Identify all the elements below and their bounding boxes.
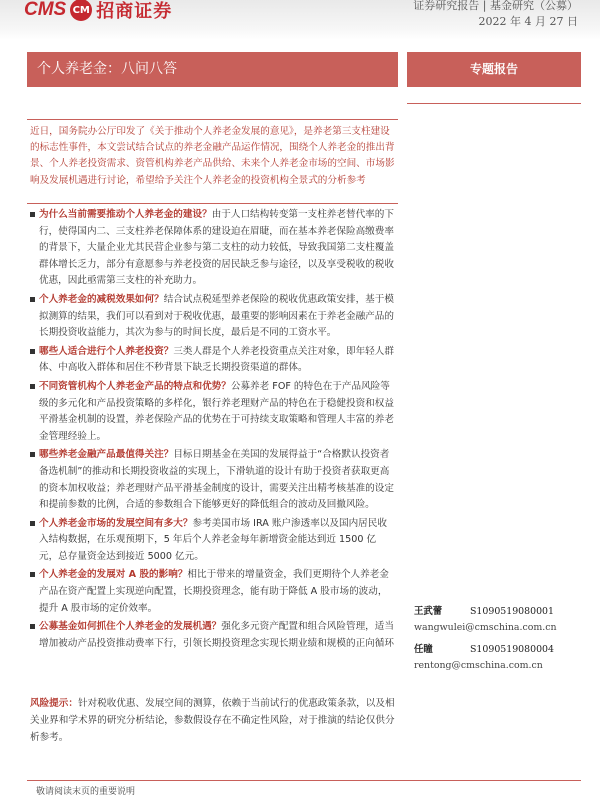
qa-answer: 由于人口结构转变第一支柱养老替代率的下行，使得国内二、三支柱养老保障体系的建设迫在眉睫，而在基本养老保险高缴费率的背景下，大量企业尤其民营企业参与第二支柱的动力较低，导致我国第二支柱覆盖群体增长乏力，部分有意愿参与养老投资的居民缺乏参与途径，以及享受税收的税收优惠，因此亟需第三支柱的补充助力。	[39, 209, 394, 287]
qa-item	[30, 292, 395, 342]
qa-item	[30, 619, 395, 652]
report-type: 证券研究报告 | 基金研究（公募）	[413, 0, 578, 12]
qa-answer: 结合试点税延型养老保险的税收优惠政策安排，基于模拟测算的结果，我们可以看到对于税收优惠，最重要的影响因素在于养老金融产品的长期投资收益能力，其次为参与的时间长度，最后是不同的工资水平。	[39, 293, 394, 339]
qa-question: 公募基金如何抓住个人养老金的发展机遇？	[39, 621, 222, 633]
qa-answer: 相比于带来的增量资金，我们更期待个人养老金产品在资产配置上实现逆向配置，长期投资理念，能有助于降低 A 股市场的波动，提升 A 股市场的定价效率。	[39, 569, 389, 614]
analyst-email[interactable]: rentong@cmschina.com.cn	[414, 660, 543, 671]
qa-item	[30, 516, 395, 566]
qa-answer: 强化多元资产配置和组合风险管理，适当增加被动产品投资推动费率下行，引领长期投资理念实现长期业绩和规模的正向循环	[39, 621, 394, 649]
qa-answer: 三类人群是个人养老投资重点关注对象，即年轻人群体、中高收入群体和居住不秒背景下缺乏长期投资渠道的群体。	[39, 345, 394, 374]
report-category-tag: 专题报告	[407, 52, 581, 87]
qa-answer: 目标日期基金在美国的发展得益于“合格默认投资者备选机制”的推动和长期投资收益的实现上，下滑轨道的设计有助于投资者获取更高的资本加权收益；养老理财产品平滑基金制度的设计，需要关注出精考核基准的设定和提前参数的比例，合适的参数组合下能够更好的降低组合的波动及回撤风险。	[39, 449, 394, 511]
qa-question: 为什么当前需要推动个人养老金的建设？	[39, 209, 212, 220]
analyst-card	[414, 641, 554, 671]
qa-question: 个人养老金市场的发展空间有多大？	[39, 517, 193, 529]
analyst-name: 王武蕾	[414, 606, 443, 617]
qa-question: 不同资管机构个人养老金产品的特点和优势？	[39, 380, 231, 392]
company-logo	[24, 0, 172, 23]
qa-item	[30, 567, 395, 617]
risk-warning	[30, 695, 395, 746]
intro-bottom-rule	[27, 203, 398, 204]
analyst-cert-id: S1090519080001	[470, 606, 554, 617]
qa-answer: 参考美国市场 IRA 账户渗透率以及国内居民收入结构数据，在乐观预期下，5 年后个人养老金每年新增资金能达到近 1500 亿元，总存量资金达到接近 5000 亿元。	[39, 517, 387, 562]
analyst-cert-id: S1090519080004	[470, 644, 554, 655]
analyst-name: 任瞳	[414, 644, 433, 655]
qa-question: 哪些人适合进行个人养老投资？	[39, 345, 174, 357]
analyst-email[interactable]: wangwulei@cmschina.com.cn	[414, 622, 557, 633]
logo-chinese-name: 招商证券	[96, 1, 173, 22]
intro-top-rule	[27, 119, 398, 120]
report-date: 2022 年 4 月 27 日	[478, 15, 578, 28]
risk-label: 风险提示：	[30, 698, 78, 709]
footer-rule	[27, 780, 581, 781]
qa-item	[30, 379, 395, 445]
footer-disclaimer: 敬请阅读末页的重要说明	[36, 787, 136, 797]
qa-item	[30, 207, 395, 290]
analyst-card	[414, 603, 557, 633]
qa-answer: 公募养老 FOF 的特色在于产品风险等级的多元化和产品投资策略的多样化，银行养老理财产品的特色在于稳健投资和权益平滑基金机制的设置，养老保险产品的优势在于可持续支取策略和管理人丰富的养老金管理经验上。	[39, 380, 394, 442]
logo-cms-text: CMS	[24, 0, 67, 20]
qa-question: 哪些养老金融产品最值得关注？	[39, 449, 174, 461]
logo-seal-icon: CM	[70, 0, 92, 21]
qa-item	[30, 447, 395, 513]
report-title: 个人养老金：八问八答	[27, 52, 398, 87]
sidebar-divider	[407, 103, 581, 104]
qa-question: 个人养老金的减税效果如何？	[39, 293, 164, 305]
risk-text: 针对税收优惠、发展空间的测算，依赖于当前试行的优惠政策条款，以及相关业界和学术界的研究分析结论，参数假设存在不确定性风险，对于推演的结论仅供分析参考。	[30, 698, 395, 743]
intro-summary: 近日，国务院办公厅印发了《关于推动个人养老金发展的意见》，是养老第三支柱建设的标志性事件，本文尝试结合试点的养老金融产品运作情况，围绕个人养老金的推出背景、个人养老投资需求、资管机构养老产品供给、未来个人养老金市场的空间、市场影响及发展机遇进行讨论，希望给予关注个人养老金的投资机构全景式的分析参考	[30, 126, 395, 186]
qa-question: 个人养老金的发展对 A 股的影响？	[39, 569, 188, 581]
qa-list	[30, 207, 395, 654]
qa-item	[30, 344, 395, 377]
